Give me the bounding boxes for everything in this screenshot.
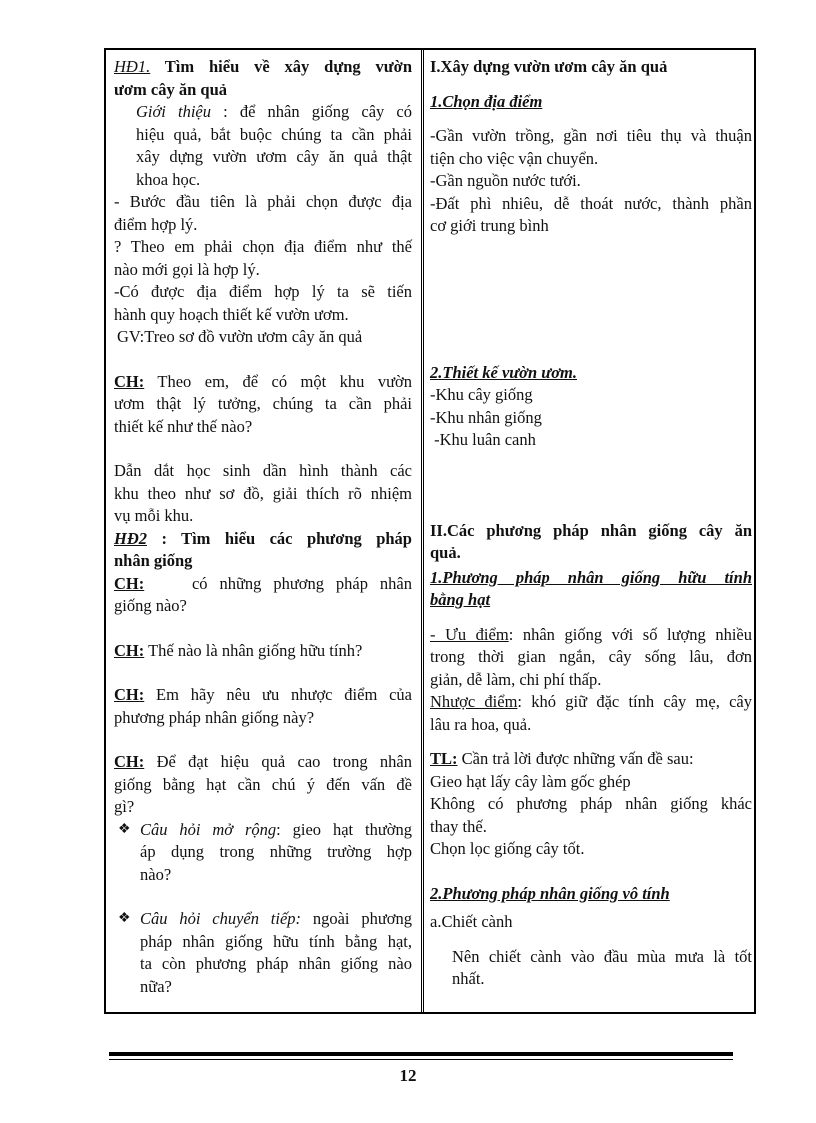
answer-item: Chọn lọc giống cây tốt.	[430, 839, 585, 858]
hd1-heading-cont: ươm cây ăn quả	[114, 79, 228, 99]
diamond-bullet-icon: ❖	[118, 911, 131, 926]
hd1-heading: HĐ1. Tìm hiểu về xây dựng vườn	[114, 57, 412, 76]
ch1-question: ươm thật lý tưởng, chúng ta cần phải	[114, 394, 412, 413]
diamond-bullet-icon: ❖	[118, 821, 131, 837]
ch2-question: giống nào?	[114, 596, 187, 615]
criteria-item: -Gần vườn trồng, gần nơi tiêu thụ và thuận	[430, 126, 752, 145]
answer-item: Gieo hạt lấy cây làm gốc ghép	[430, 771, 631, 791]
hd2-heading-cont: nhân giống	[114, 551, 193, 570]
zone-item: -Khu luân canh	[430, 430, 536, 449]
ch5-question: CH: Để đạt hiệu quả cao trong nhân	[114, 752, 412, 771]
ch4-question: phương pháp nhân giống này?	[114, 707, 315, 727]
subsection-heading: 1.Chọn địa điểm	[430, 91, 543, 111]
hd2-heading: HĐ2 : Tìm hiểu các phương pháp	[114, 528, 412, 548]
step-text: - Bước đầu tiên là phải chọn được địa	[114, 192, 412, 211]
intro-line: khoa học.	[136, 169, 201, 189]
ch4-question: CH: Em hãy nêu ưu nhược điểm của	[114, 685, 412, 704]
answer-heading: TL: Cần trả lời được những vấn đề sau:	[430, 749, 694, 768]
plan-text: -Có được địa điểm hợp lý ta sẽ tiến	[114, 282, 412, 301]
ch5-question: giống bằng hạt cần chú ý đến vấn đề	[114, 774, 412, 794]
answer-item: thay thế.	[430, 816, 487, 836]
subsection-heading: 2.Phương pháp nhân giống vô tính	[430, 883, 670, 903]
method-note: nhất.	[452, 969, 485, 988]
ch1-question: CH: Theo em, để có một khu vườn	[114, 371, 412, 391]
lead-text: khu theo như sơ đồ, giải thích rõ nhiệm	[114, 483, 412, 503]
column-divider	[421, 50, 424, 1012]
section-heading: I.Xây dựng vườn ươm cây ăn quả	[430, 57, 668, 76]
disadvantage-text: Nhược điểm: khó giữ đặc tính cây mẹ, cây	[430, 692, 752, 711]
advantage-text: - Ưu điểm: nhân giống với số lượng nhiều	[430, 624, 752, 644]
method-item: a.Chiết cành	[430, 912, 513, 931]
page-number: 12	[399, 1066, 417, 1085]
criteria-item: cơ giới trung bình	[430, 216, 549, 235]
question-text: ? Theo em phải chọn địa điểm như thế	[114, 237, 412, 256]
teacher-activity-column	[106, 50, 420, 1012]
section-heading: II.Các phương pháp nhân giống cây ăn	[430, 520, 752, 540]
intro-line: xây dựng vườn ươm cây ăn quả thật	[136, 147, 412, 166]
lesson-table	[104, 48, 756, 1014]
question-text: nào mới gọi là hợp lý.	[114, 259, 260, 279]
lead-text: vụ mỗi khu.	[114, 506, 194, 525]
answer-item: Không có phương pháp nhân giống khác	[430, 794, 752, 813]
step-text: điểm hợp lý.	[114, 214, 198, 234]
advantage-text: giản, dễ làm, chi phí thấp.	[430, 669, 602, 689]
ch5-question: gì?	[114, 797, 135, 816]
criteria-item: -Đất phì nhiêu, dễ thoát nước, thành phần	[430, 193, 752, 213]
gv-note: GV:Treo sơ đồ vườn ươm cây ăn quả	[117, 327, 363, 346]
ch2-question: CH: có những phương pháp nhân	[114, 573, 412, 593]
ch3-question: CH: Thế nào là nhân giống hữu tính?	[114, 640, 363, 660]
advantage-text: trong thời gian ngắn, cây sống lâu, đơn	[430, 647, 752, 666]
extension-question: ❖ Câu hỏi mở rộng: gieo hạt thường áp dụng trong những trường hợp nào?	[118, 819, 413, 884]
zone-item: -Khu cây giống	[430, 385, 533, 404]
subsection-heading: bằng hạt	[430, 590, 491, 609]
transition-question: ❖ Câu hỏi chuyển tiếp: ngoài phương pháp nhân giống hữu tính bằng hạt, ta còn phương pháp nhân giống nào nữa?	[118, 909, 413, 996]
footer-rule	[109, 1052, 733, 1060]
plan-text: hành quy hoạch thiết kế vườn ươm.	[114, 304, 349, 324]
criteria-item: tiện cho việc vận chuyển.	[430, 148, 599, 168]
intro-line: Giới thiệu : để nhân giống cây có	[136, 102, 412, 121]
subsection-heading: 2.Thiết kế vườn ươm.	[430, 362, 578, 382]
lead-text: Dẫn dắt học sinh dần hình thành các	[114, 461, 412, 480]
ch1-question: thiết kế như thế nào?	[114, 416, 253, 436]
zone-item: -Khu nhân giống	[430, 407, 542, 427]
intro-line: hiệu quả, bắt buộc chúng ta cần phải	[136, 124, 412, 144]
section-heading: quả.	[430, 543, 461, 562]
subsection-heading: 1.Phương pháp nhân giống hữu tính	[430, 567, 752, 587]
method-note: Nên chiết cành vào đầu mùa mưa là tốt	[452, 946, 752, 966]
criteria-item: -Gần nguồn nước tưới.	[430, 171, 581, 190]
content-column	[426, 50, 756, 1012]
disadvantage-text: lâu ra hoa, quả.	[430, 714, 532, 734]
